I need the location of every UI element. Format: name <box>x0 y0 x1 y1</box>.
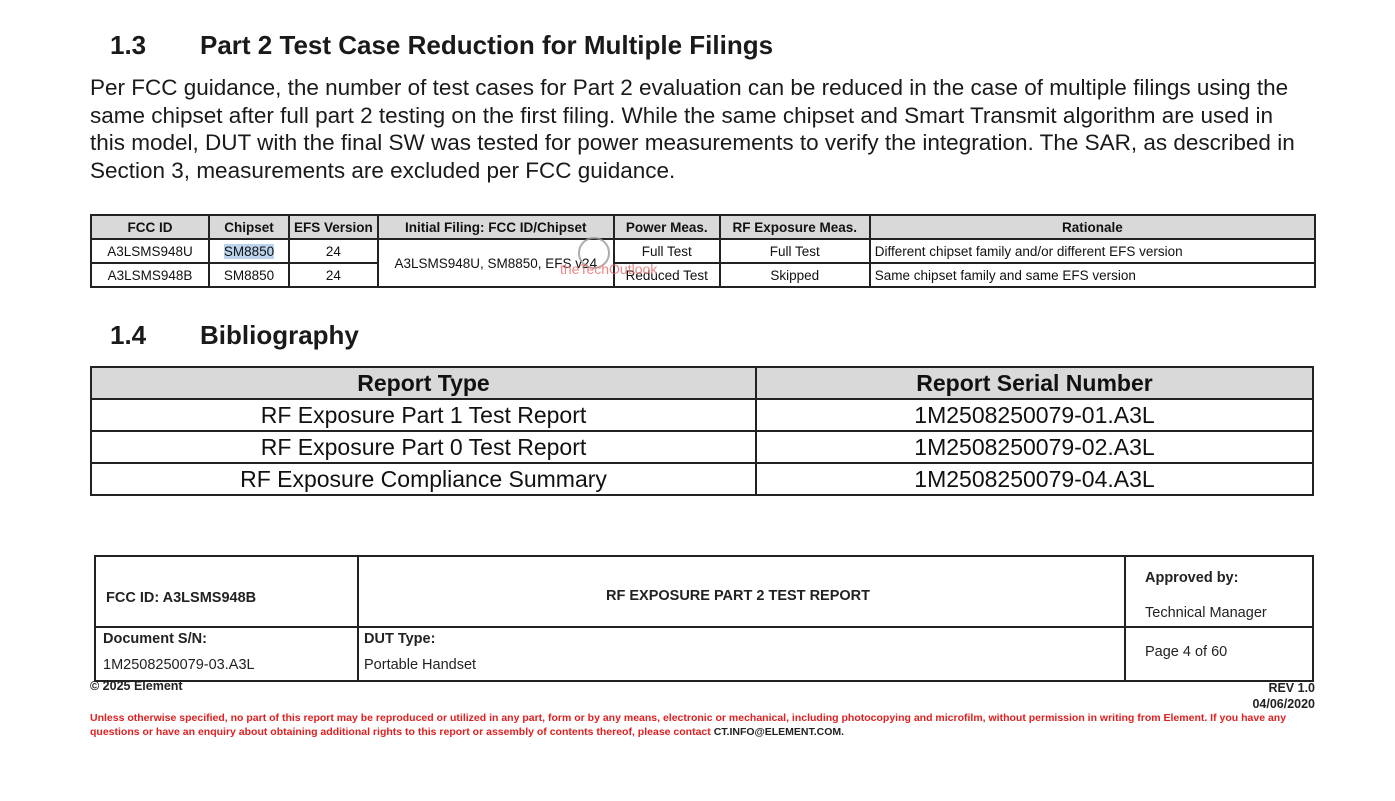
table-row <box>91 239 1315 263</box>
disclaimer-text <box>90 711 1310 739</box>
report-footer <box>94 555 1314 682</box>
revision-label: REV 1.0 <box>1268 681 1315 695</box>
cell-rationale: Same chipset family and same EFS version <box>870 263 1315 287</box>
watermark-text: theTechOutlook <box>560 261 658 277</box>
col-header-rationale: Rationale <box>870 215 1315 239</box>
section-number: 1.4 <box>110 320 147 350</box>
cell-chipset <box>209 239 289 263</box>
footer-fcc-id: FCC ID: A3LSMS948B <box>106 590 257 606</box>
footer-document-sn-value: 1M2508250079-03.A3L <box>103 657 255 673</box>
section-heading-1-3 <box>110 30 773 61</box>
col-header-efs-version: EFS Version <box>289 215 378 239</box>
footer-dut-type-label: DUT Type: <box>364 631 436 647</box>
watermark <box>560 237 700 283</box>
selected-text[interactable]: SM8850 <box>223 243 275 259</box>
col-header-power-meas: Power Meas. <box>614 215 720 239</box>
cell-rf-exposure-meas: Skipped <box>720 263 870 287</box>
revision-date: 04/06/2020 <box>1252 697 1315 711</box>
cell-power-meas: Full Test <box>614 239 720 263</box>
col-header-report-serial: Report Serial Number <box>756 367 1313 399</box>
col-header-initial-filing: Initial Filing: FCC ID/Chipset <box>378 215 614 239</box>
copyright-text: © 2025 Element <box>90 679 183 693</box>
footer-approved-by-label: Approved by: <box>1145 570 1239 586</box>
table-header-row <box>91 215 1315 239</box>
cell-efs-version: 24 <box>289 239 378 263</box>
col-header-fcc-id: FCC ID <box>91 215 209 239</box>
test-case-reduction-table <box>90 214 1316 288</box>
contact-email[interactable]: CT.INFO@ELEMENT.COM. <box>713 726 845 738</box>
table-row <box>91 399 1313 431</box>
footer-approved-by-value: Technical Manager <box>1145 605 1267 621</box>
divider <box>1124 557 1126 680</box>
divider <box>357 557 359 680</box>
divider <box>1124 626 1312 628</box>
section-heading-1-4 <box>110 320 359 351</box>
cell-power-meas: Reduced Test <box>614 263 720 287</box>
table-row <box>91 463 1313 495</box>
cell-report-type: RF Exposure Part 0 Test Report <box>91 431 756 463</box>
cell-chipset: SM8850 <box>209 263 289 287</box>
divider <box>96 626 1124 628</box>
footer-document-sn-label: Document S/N: <box>103 631 207 647</box>
table-header-row <box>91 367 1313 399</box>
cell-report-type: RF Exposure Part 1 Test Report <box>91 399 756 431</box>
section-paragraph: Per FCC guidance, the number of test cases for Part 2 evaluation can be reduced in the case of multiple filings using the same chipset after full part 2 testing on the first filing. While the same chipset and Smart Transmit algorithm are used in this model, DUT with the final SW was tested for power measurements to verify the integration. The SAR, as described in Section 3, measurements are excluded per FCC guidance. <box>90 75 1295 183</box>
section-title: Part 2 Test Case Reduction for Multiple Filings <box>200 30 774 60</box>
cell-rationale: Different chipset family and/or different EFS version <box>870 239 1315 263</box>
cell-fcc-id: A3LSMS948B <box>91 263 209 287</box>
bibliography-table <box>90 366 1314 496</box>
col-header-report-type: Report Type <box>91 367 756 399</box>
section-title: Bibliography <box>200 320 359 350</box>
cell-report-serial: 1M2508250079-02.A3L <box>756 431 1313 463</box>
footer-dut-type-value: Portable Handset <box>364 657 477 673</box>
cell-report-serial: 1M2508250079-01.A3L <box>756 399 1313 431</box>
col-header-chipset: Chipset <box>209 215 289 239</box>
cell-efs-version: 24 <box>289 263 378 287</box>
section-number: 1.3 <box>110 30 147 60</box>
cell-rf-exposure-meas: Full Test <box>720 239 870 263</box>
cell-initial-filing: A3LSMS948U, SM8850, EFS v24 <box>378 239 614 287</box>
footer-page-number: Page 4 of 60 <box>1145 644 1228 660</box>
cell-report-type: RF Exposure Compliance Summary <box>91 463 756 495</box>
table-row <box>91 431 1313 463</box>
cell-fcc-id: A3LSMS948U <box>91 239 209 263</box>
col-header-rf-exposure-meas: RF Exposure Meas. <box>720 215 870 239</box>
footer-report-title: RF EXPOSURE PART 2 TEST REPORT <box>606 588 870 604</box>
disclaimer-body: Unless otherwise specified, no part of this report may be reproduced or utilized in any part, form or by any means, electronic or mechanical, including photocopying and microfilm, without permission in writing from Element. If you have any questions or have an enquiry about obtaining additional rights to this report or assembly of contents thereof, please contact <box>90 712 1287 738</box>
cell-report-serial: 1M2508250079-04.A3L <box>756 463 1313 495</box>
revision-block <box>1252 680 1315 712</box>
table-row <box>91 263 1315 287</box>
